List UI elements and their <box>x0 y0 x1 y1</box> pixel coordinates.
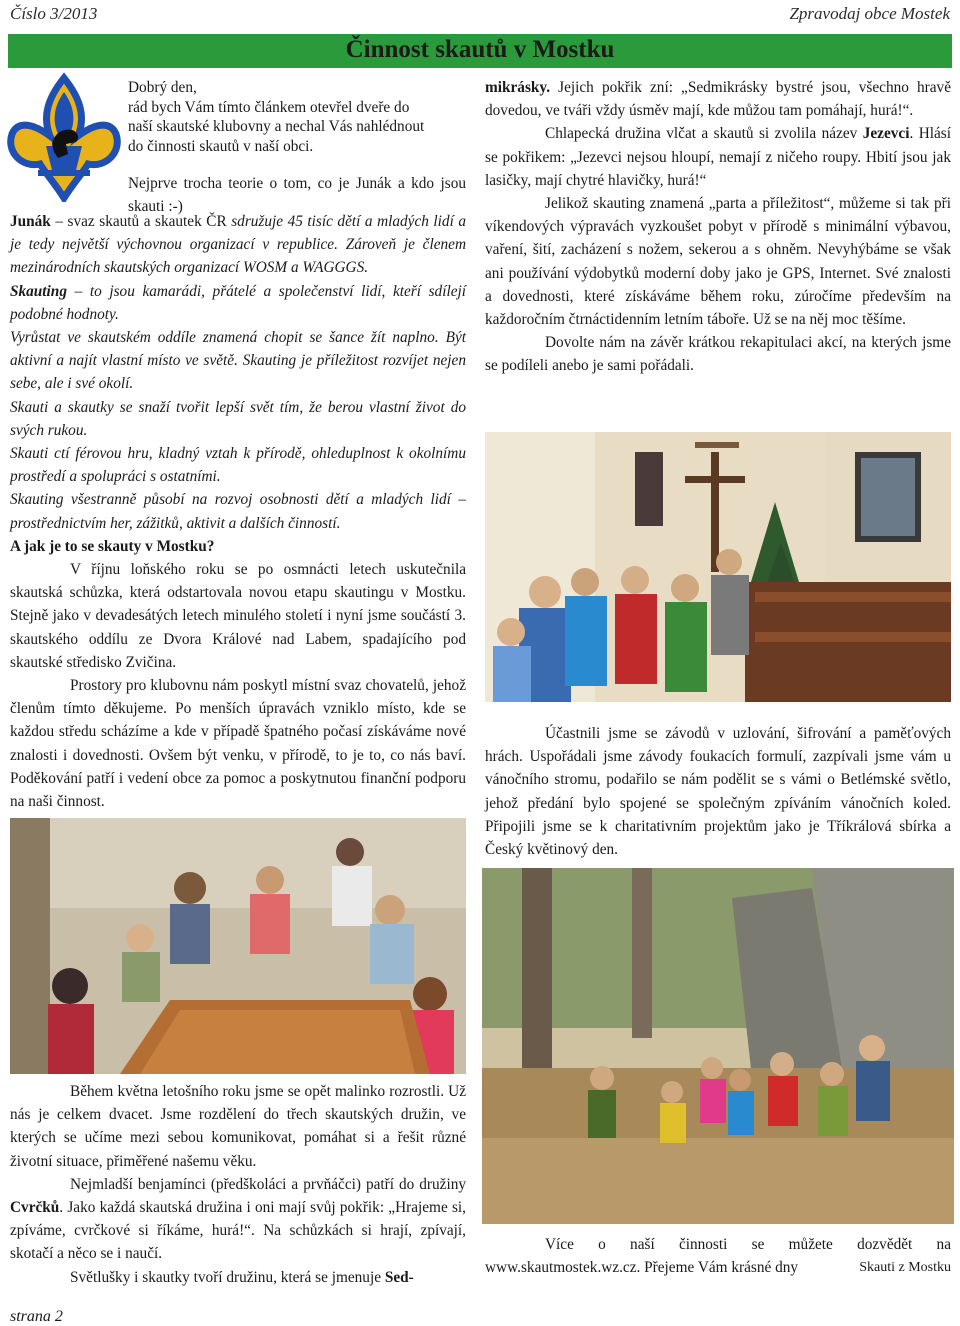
scout-lily-icon <box>6 72 122 202</box>
cvrcci-text-a: Nejmladší benjamínci (předškoláci a prvňáčci) patří do družiny <box>70 1175 466 1193</box>
prostory-paragraph: Prostory pro klubovnu nám poskytl místní svaz chovatelů, jehož členům tímto děkujeme. Po menších úpravách vzniklo místo, kde se každou středu scházíme a kde v případě špatného počasí získáváme nové znalosti i dovednosti. Ovšem být venku, v přírodě, to je to, co nás baví. Poděkování patří i vedení obce za pomoc a poskytnutou finanční podporu na naši činnost. <box>10 677 466 811</box>
page-title: Činnost skautů v Mostku <box>345 36 615 63</box>
right-column-middle <box>485 722 951 861</box>
svetlusky-text-a: Světlušky i skautky tvoří družinu, která se jmenuje <box>70 1268 385 1286</box>
mikrasky-name-end: mikrásky. <box>485 79 551 96</box>
title-banner <box>8 34 952 68</box>
jezevci-text-a: Chlapecká družina vlčat a skautů si zvolila název <box>545 125 863 143</box>
svetlusky-name-start: Sed- <box>384 1268 414 1286</box>
jezevci-paragraph <box>485 122 951 192</box>
clubroom-photo <box>10 818 466 1074</box>
publication-name: Zpravodaj obce Mostek <box>789 4 950 23</box>
mikrasky-paragraph <box>485 76 951 122</box>
junak-term: Junák <box>10 213 51 230</box>
greeting-line-1: Dobrý den, <box>128 79 197 96</box>
left-column <box>10 210 466 813</box>
skauting-term: Skauting <box>10 282 67 300</box>
greeting-block <box>128 78 466 156</box>
right-column-bottom <box>485 1233 951 1279</box>
rijen-paragraph: V říjnu loňského roku se po osmnácti letech uskutečnila skautská schůzka, která odstartovala novou etapu skautingu v Mostku. Stejně jako v devadesátých letech minulého století i nyní jsme součástí 3. skautského oddílu ze Dvora Králové nad Labem, spadajícího pod skautské středisko Zvičina. <box>10 561 466 671</box>
bottom-left-column <box>10 1080 466 1289</box>
skauting-paragraph <box>10 280 466 326</box>
signature: Skauti z Mostku <box>859 1260 951 1276</box>
ferova-hra-paragraph: Skauti ctí férovou hru, kladný vztah k přírodě, ohleduplnost k okolnímu prostředí a spolupráci s ostatními. <box>10 445 466 486</box>
vyrustat-paragraph: Vyrůstat ve skautském oddíle znamená chopit se šance žít naplno. Být aktivní a najít vlastní místo ve světě. Skauting je příležitost rozvíjet nejen sebe, ale i své okolí. <box>10 329 466 393</box>
vice-text: Více o naší činnosti se můžete dozvědět na www.skautmostek.wz.cz. Přejeme Vám krásné dny <box>485 1236 951 1277</box>
subheading: A jak je to se skauty v Mostku? <box>10 537 215 555</box>
greeting-line-2: rád bych Vám tímto článkem otevřel dveře do <box>128 98 410 116</box>
dovolte-paragraph: Dovolte nám na závěr krátkou rekapitulaci akcí, na kterých jsme se podíleli anebo je sami pořádali. <box>485 334 951 375</box>
greeting-line-3: naší skautské klubovny a nechal Vás nahlédnout <box>128 118 425 135</box>
issue-number: Číslo 3/2013 <box>10 4 98 23</box>
svetlusky-paragraph <box>10 1266 466 1289</box>
vice-paragraph <box>485 1233 951 1279</box>
skauti-svet-paragraph: Skauti a skautky se snaží tvořit lepší svět tím, že berou vlastní život do svých rukou. <box>10 398 466 439</box>
junak-paragraph <box>10 210 466 280</box>
kveten-paragraph: Během května letošního roku jsme se opět malinko rozrostli. Už nás je celkem dvacet. Jsme rozdělení do třech skautských družin, ve kterých se učíme mezi sebou komunikovat, pomáhat si a řešit různé životní situace, přiměřené našemu věku. <box>10 1083 466 1170</box>
greeting-line-4: do činnosti skautů v naší obci. <box>128 137 314 155</box>
intro-text: Nejprve trocha teorie o tom, co je Junák a kdo jsou skauti :-) <box>128 175 466 216</box>
cvrcci-name: Cvrčků <box>10 1199 60 1217</box>
cvrcci-text-c: . Jako každá skautská družina i oni mají svůj pokřik: „Hrajeme si, zpíváme, cvrčkové si říkáme, hurá!“. Na schůzkách si hrají, zpívají, skotačí a něco se i naučí. <box>10 1199 466 1263</box>
jezevci-text-c: . Hlásí se pokřikem: „Jezevci nejsou hloupí, nemají z ničeho roupy. Hbití jsou jak lasičky, mají chytré hlavičky, hurá!“ <box>485 125 951 189</box>
zavody-paragraph: Účastnili jsme se závodů v uzlování, šifrování a paměťových hrách. Uspořádali jsme závody foukacích formulí, zazpívali jsme vám u vánočního stromu, podařilo se nám podělit se s vámi o Betlémské světlo, jehož předání bylo spojené se společným zpíváním vánočních koled. Připojili jsme se k charitativním projektům jako je Tříkrálová sbírka a Český květinový den. <box>485 725 951 859</box>
junak-definition-italic: sdružuje 45 tisíc dětí a mladých lidí a je tedy největší výchovnou organizací v republice. Zároveň je členem mezinárodních skautských organizací WOSM a WAGGGS. <box>10 213 466 277</box>
right-column-top <box>485 76 951 378</box>
vsestranne-paragraph: Skauting všestranně působí na rozvoj osobnosti dětí a mladých lidí – prostřednictvím her, zážitků, aktivit a dalších činností. <box>10 491 466 532</box>
skauting-definition: – to jsou kamarádi, přátelé a společenství lidí, kteří sdílejí podobné hodnoty. <box>10 282 466 323</box>
forest-photo <box>482 868 954 1224</box>
church-photo <box>485 432 951 702</box>
jezevci-name: Jezevci <box>862 125 910 143</box>
jelikoz-paragraph: Jelikož skauting znamená „parta a příležitost“, můžeme si tak při víkendových výpravách vyzkoušet pobyt v přírodě s minimální výbavou, vaření, šití, zacházení s nožem, sekerou a s ohněm. Nevyhýbáme se však ani používání výdobytků moderní doby jako je GPS, Internet. Své znalosti a dovednosti, které získáváme během roku, zúročíme především na každoročním čtrnáctidenním letním táboře. Už se na něj moc těšíme. <box>485 195 951 329</box>
page-number: strana 2 <box>10 1308 63 1325</box>
cvrcci-paragraph <box>10 1173 466 1266</box>
junak-definition: – svaz skautů a skautek ČR <box>50 213 232 230</box>
mikrasky-text: Jejich pokřik zní: „Sedmikrásky bystré jsou, všechno hravě dovedou, ve tváři vždy úsměv mají, kde můžou tam pomáhají, hurá!“. <box>485 79 951 120</box>
